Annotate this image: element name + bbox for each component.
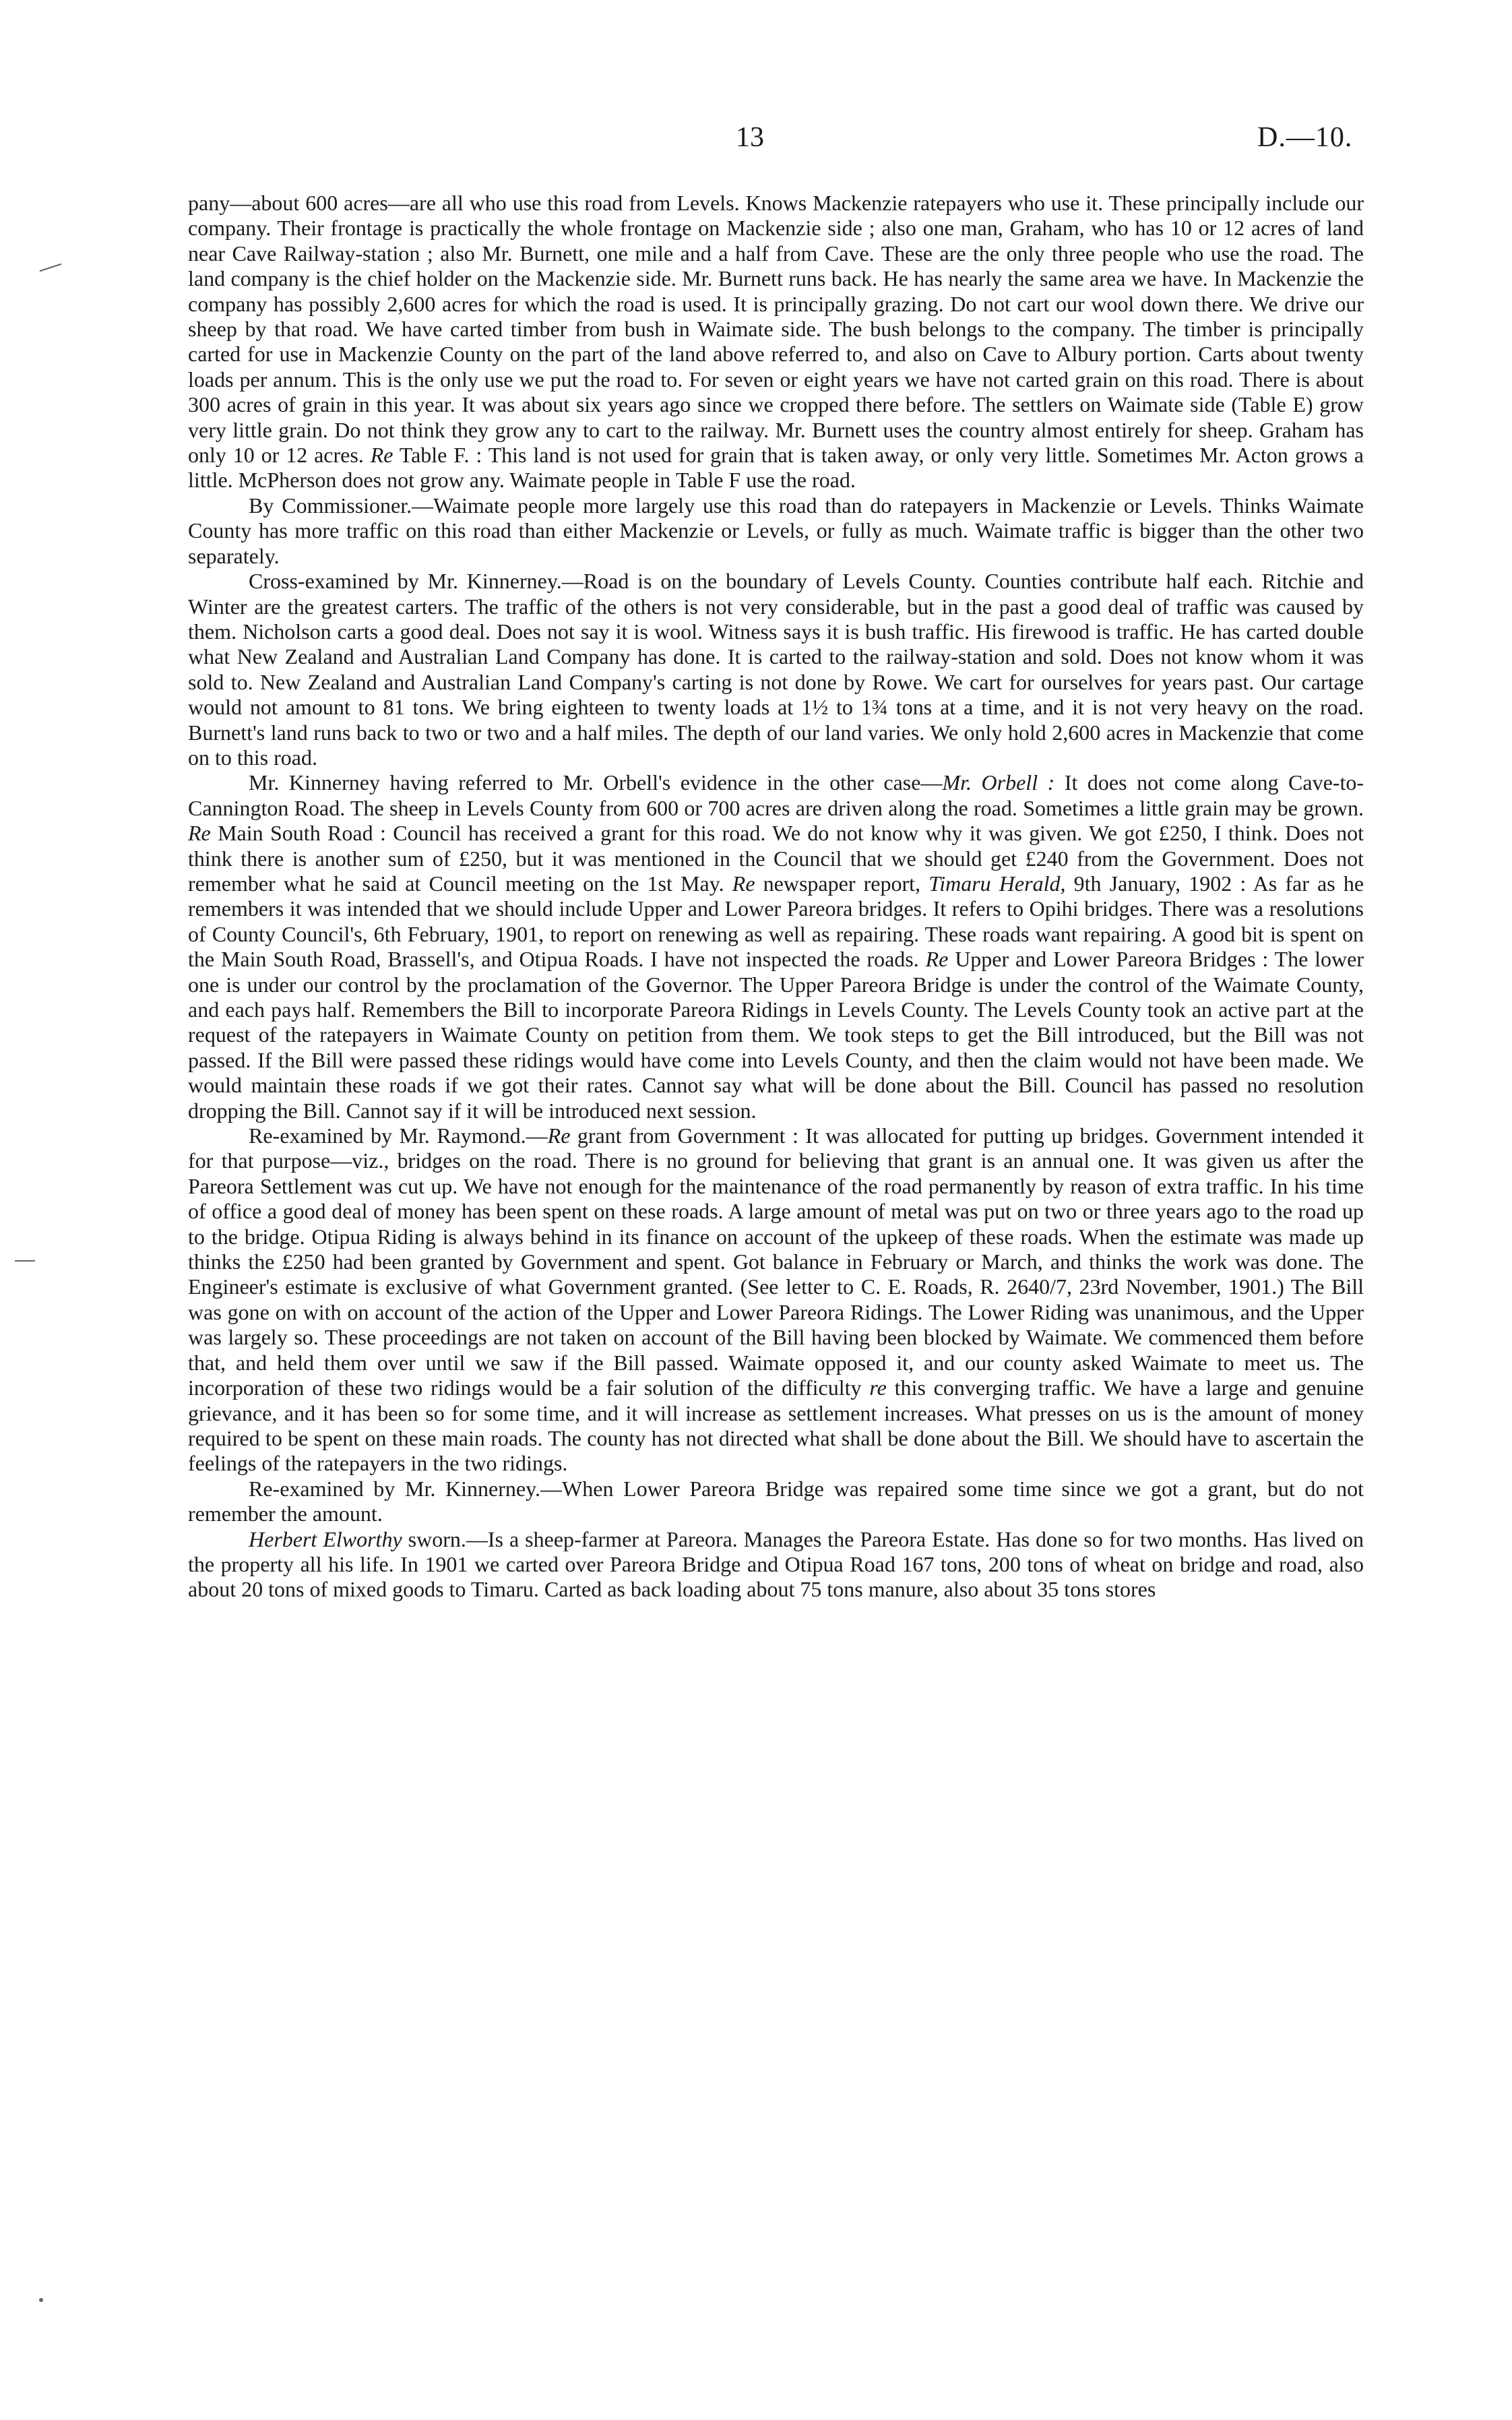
text-run: sworn.—Is a sheep-farmer at Pareora. Manages the Pareora Estate. Has done so for two months. Has lived on the property all his life. In 1901 we carted over Pareora Bridge and Otipua Road 167 tons, 200 tons of wheat on bridge and road, also about 20 tons of mixed goods to Timaru. Carted as back loading about 75 tons manure, also about 35 tons stores — [188, 1526, 1364, 1602]
text-run: pany—about 600 acres—are all who use this road from Levels. Knows Mackenzie ratepayers who use it. These principally include our company. Their frontage is practically the whole frontage on Mackenzie side ; also one man, Graham, who has 10 or 12 acres of land near Cave Railway-station ; also Mr. Burnett, one mile and a half from Cave. These are the only three people who use the road. The land company is the chief holder on the Mackenzie side. Mr. Burnett runs back. He has nearly the same area we have. In Mackenzie the company has possibly 2,600 acres for which the road is used. It is principally grazing. Do not cart our wool down there. We drive our sheep by that road. We have carted timber from bush in Waimate side. The bush belongs to the company. The timber is principally carted for use in Mackenzie County on the part of the land above referred to, and also on Cave to Albury portion. Carts about twenty loads per annum. This is the only use we put the road to. For seven or eight years we have not carted grain on this road. There is about 300 acres of grain in this year. It was about six years ago since we cropped there before. The settlers on Waimate side (Table E) grow very little grain. Do not think they grow any to cart to the railway. Mr. Burnett uses the country almost entirely for sheep. Graham has only 10 or 12 acres. — [188, 191, 1364, 468]
italic-text: Re — [925, 947, 949, 972]
text-run: Mr. Kinnerney having referred to Mr. Orbell's evidence in the other case— — [249, 770, 943, 795]
paragraph — [188, 191, 1364, 493]
text-run: Re-examined by Mr. Kinnerney.—When Lower Pareora Bridge was repaired some time since we got a grant, but do not remember the amount. — [188, 1476, 1364, 1526]
margin-mark — [15, 1260, 35, 1262]
italic-text: Re — [732, 871, 755, 896]
italic-text: Mr. Orbell : — [942, 770, 1055, 795]
italic-text: Re — [547, 1123, 571, 1148]
paragraph — [188, 1527, 1364, 1603]
document-reference: D.—10. — [1257, 122, 1353, 153]
italic-text: Re — [188, 821, 211, 846]
text-run: By Commissioner.—Waimate people more largely use this road than do ratepayers in Mackenzie or Levels. Thinks Waimate County has more traffic on this road than either Mackenzie or Levels, or fully as much. Waimate traffic is bigger than the other two separately. — [188, 493, 1364, 568]
paragraph — [188, 770, 1364, 1123]
margin-mark — [39, 2298, 43, 2302]
margin-mark — [40, 263, 62, 272]
paragraph — [188, 569, 1364, 770]
italic-text: Re — [370, 443, 393, 468]
text-run: 9th January, 1902 : As far as he remembers it was intended that we should include Upper and Lower Pareora bridges. It refers to Opihi bridges. There was a resolutions of County Council's, 6th February, 1901, to report on renewing as well as repairing. These roads want repairing. A good bit is spent on the Main South Road, Brassell's, and Otipua Roads. I have not inspected the roads. — [188, 871, 1364, 972]
italic-text: Herbert Elworthy — [249, 1526, 402, 1551]
paragraph — [188, 1123, 1364, 1477]
paragraph — [188, 1477, 1364, 1527]
text-run: grant from Government : It was allocated for putting up bridges. Government intended it for that purpose—viz., bridges on the road. There is no ground for believing that grant is an annual one. It was given us after the Pareora Settlement was cut up. We have not enough for the maintenance of the road permanently by reason of extra traffic. In his time of office a good deal of money has been spent on these roads. A large amount of metal was put on two or three years ago to the road up to the bridge. Otipua Riding is always behind in its finance on account of the upkeep of these roads. When the estimate was made up thinks the £250 had been granted by Government and spent. Got balance in February or March, and thinks the work was done. The Engineer's estimate is exclusive of what Government granted. (See letter to C. E. Roads, R. 2640/7, 23rd November, 1901.) The Bill was gone on with on account of the action of the Upper and Lower Pareora Ridings. The Lower Riding was unanimous, and the Upper was largely so. These proceedings are not taken on account of the Bill having been blocked by Waimate. We commenced them before that, and held them over until we saw if the Bill passed. Waimate opposed it, and our county asked Waimate to meet us. The incorporation of these two ridings would be a fair solution of the difficulty — [188, 1123, 1364, 1400]
text-run: this converging traffic. We have a large and genuine grievance, and it has been so for some time, and it will increase as settlement increases. What presses on us is the amount of money required to be spent on these main roads. The county has not directed what shall be done about the Bill. We should have to ascertain the feelings of the ratepayers in the two ridings. — [188, 1375, 1364, 1476]
text-run: It does not come along Cave-to-Cannington Road. The sheep in Levels County from 600 or 700 acres are driven along the road. Sometimes a little grain may be grown. — [188, 770, 1364, 820]
body-text — [188, 191, 1364, 1603]
text-run: Upper and Lower Pareora Bridges : The lower one is under our control by the proclamation of the Governor. The Upper Pareora Bridge is under the control of the Waimate County, and each pays half. Remembers the Bill to incorporate Pareora Ridings in Levels County. The Levels County took an active part at the request of the ratepayers in Waimate County on petition from them. We took steps to get the Bill introduced, but the Bill was not passed. If the Bill were passed these ridings would have come into Levels County, and then the claim would not have been made. We would maintain these roads if we got their rates. Cannot say what will be done about the Bill. Council has passed no resolution dropping the Bill. Cannot say if it will be introduced next session. — [188, 947, 1364, 1123]
text-run: Re-examined by Mr. Raymond.— — [249, 1123, 548, 1148]
text-run: Table F. : This land is not used for grain that is taken away, or only very little. Sometimes Mr. Acton grows a little. McPherson does not grow any. Waimate people in Table F use the road. — [188, 443, 1364, 493]
italic-text: re — [869, 1375, 887, 1400]
italic-text: Timaru Herald, — [928, 871, 1066, 896]
paragraph — [188, 493, 1364, 569]
text-run: Main South Road : Council has received a grant for this road. We do not know why it was given. We got £250, I think. Does not think there is another sum of £250, but it was mentioned in the Council that we should get £240 from the Government. Does not remember what he said at Council meeting on the 1st May. — [188, 821, 1364, 896]
page-number: 13 — [736, 122, 764, 153]
text-run: newspaper report, — [755, 871, 929, 896]
text-run: Cross-examined by Mr. Kinnerney.—Road is on the boundary of Levels County. Counties contribute half each. Ritchie and Winter are the greatest carters. The traffic of the others is not very considerable, but in the past a good deal of traffic was caused by them. Nicholson carts a good deal. Does not say it is wool. Witness says it is bush traffic. His firewood is traffic. He has carted double what New Zealand and Australian Land Company has done. It is carted to the railway-station and sold. Does not know whom it was sold to. New Zealand and Australian Land Company's carting is not done by Rowe. We cart for ourselves for years past. Our cartage would not amount to 81 tons. We bring eighteen to twenty loads at 1½ to 1¾ tons at a time, and it is not very heavy on the road. Burnett's land runs back to two or two and a half miles. The depth of our land varies. We only hold 2,600 acres in Mackenzie that come on to this road. — [188, 569, 1364, 770]
